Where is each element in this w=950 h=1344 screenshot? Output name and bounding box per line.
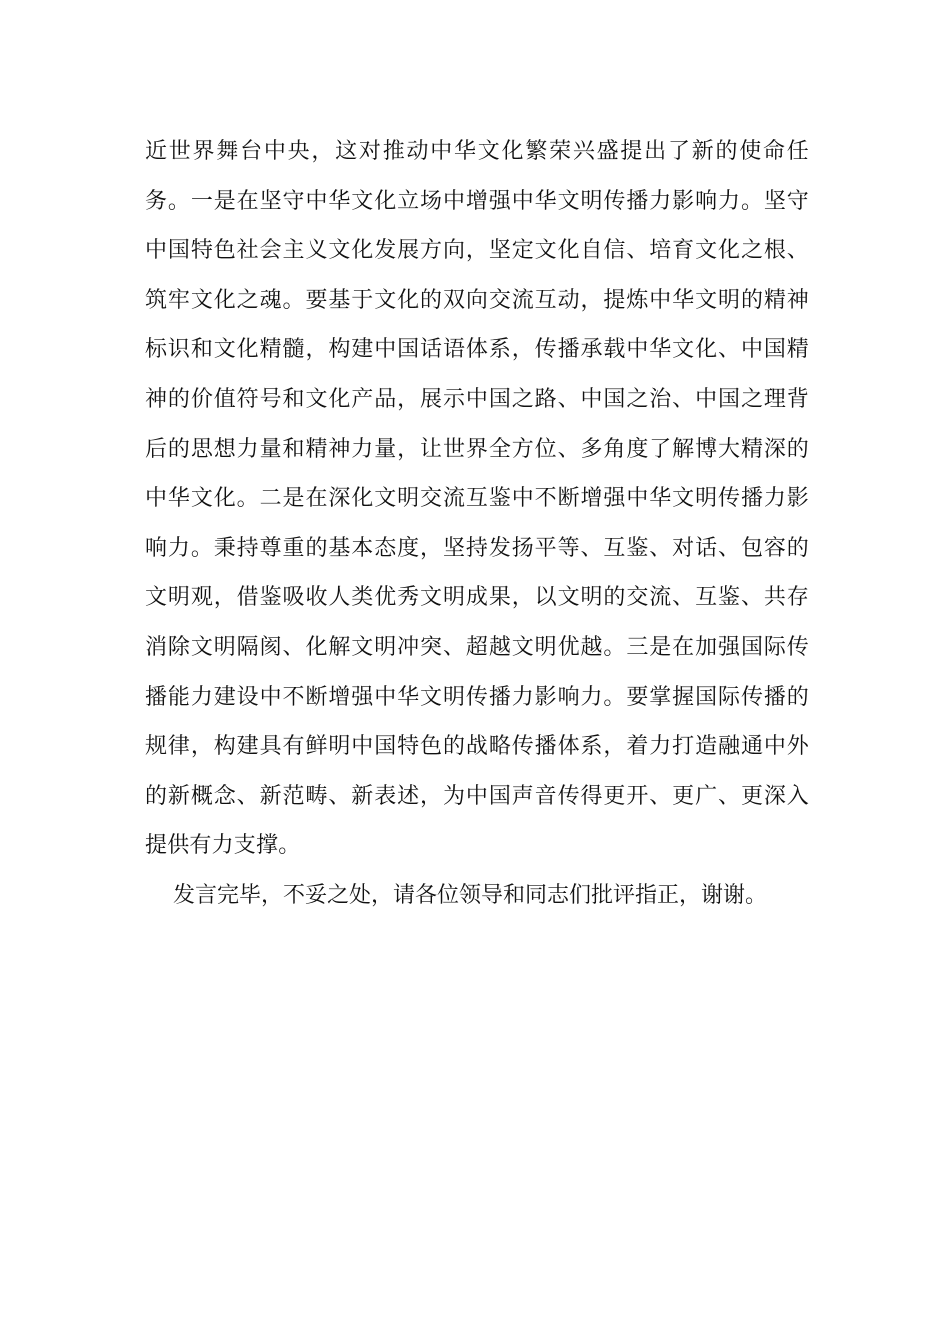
text-line: 消除文明隔阂、化解文明冲突、超越文明优越。三是在加强国际传: [145, 634, 809, 660]
text-line: 中华文化。二是在深化文明交流互鉴中不断增强中华文明传播力影: [145, 486, 809, 512]
text-line: 神的价值符号和文化产品，展示中国之路、中国之治、中国之理背: [145, 386, 809, 412]
text-line: 规律，构建具有鲜明中国特色的战略传播体系，着力打造融通中外: [145, 734, 809, 760]
text-line: 响力。秉持尊重的基本态度，坚持发扬平等、互鉴、对话、包容的: [145, 535, 809, 561]
text-line: 播能力建设中不断增强中华文明传播力影响力。要掌握国际传播的: [145, 684, 809, 710]
text-line: 中国特色社会主义文化发展方向，坚定文化自信、培育文化之根、: [145, 238, 809, 264]
text-line: 文明观，借鉴吸收人类优秀文明成果，以文明的交流、互鉴、共存: [145, 585, 809, 611]
paragraph-2: 发言完毕，不妥之处，请各位领导和同志们批评指正，谢谢。: [173, 882, 768, 908]
paragraph-1: [145, 127, 809, 871]
text-line: 的新概念、新范畴、新表述，为中国声音传得更开、更广、更深入: [145, 783, 809, 809]
text-line: 筑牢文化之魂。要基于文化的双向交流互动，提炼中华文明的精神: [145, 287, 809, 313]
text-line: 后的思想力量和精神力量，让世界全方位、多角度了解博大精深的: [145, 436, 809, 462]
text-line: 近世界舞台中央，这对推动中华文化繁荣兴盛提出了新的使命任: [145, 139, 809, 164]
document-body: [145, 127, 809, 921]
text-line: 务。一是在坚守中华文化立场中增强中华文明传播力影响力。坚守: [145, 188, 809, 214]
text-line: 提供有力支撑。: [145, 833, 301, 859]
text-line: 标识和文化精髓，构建中国话语体系，传播承载中华文化、中国精: [145, 337, 809, 363]
